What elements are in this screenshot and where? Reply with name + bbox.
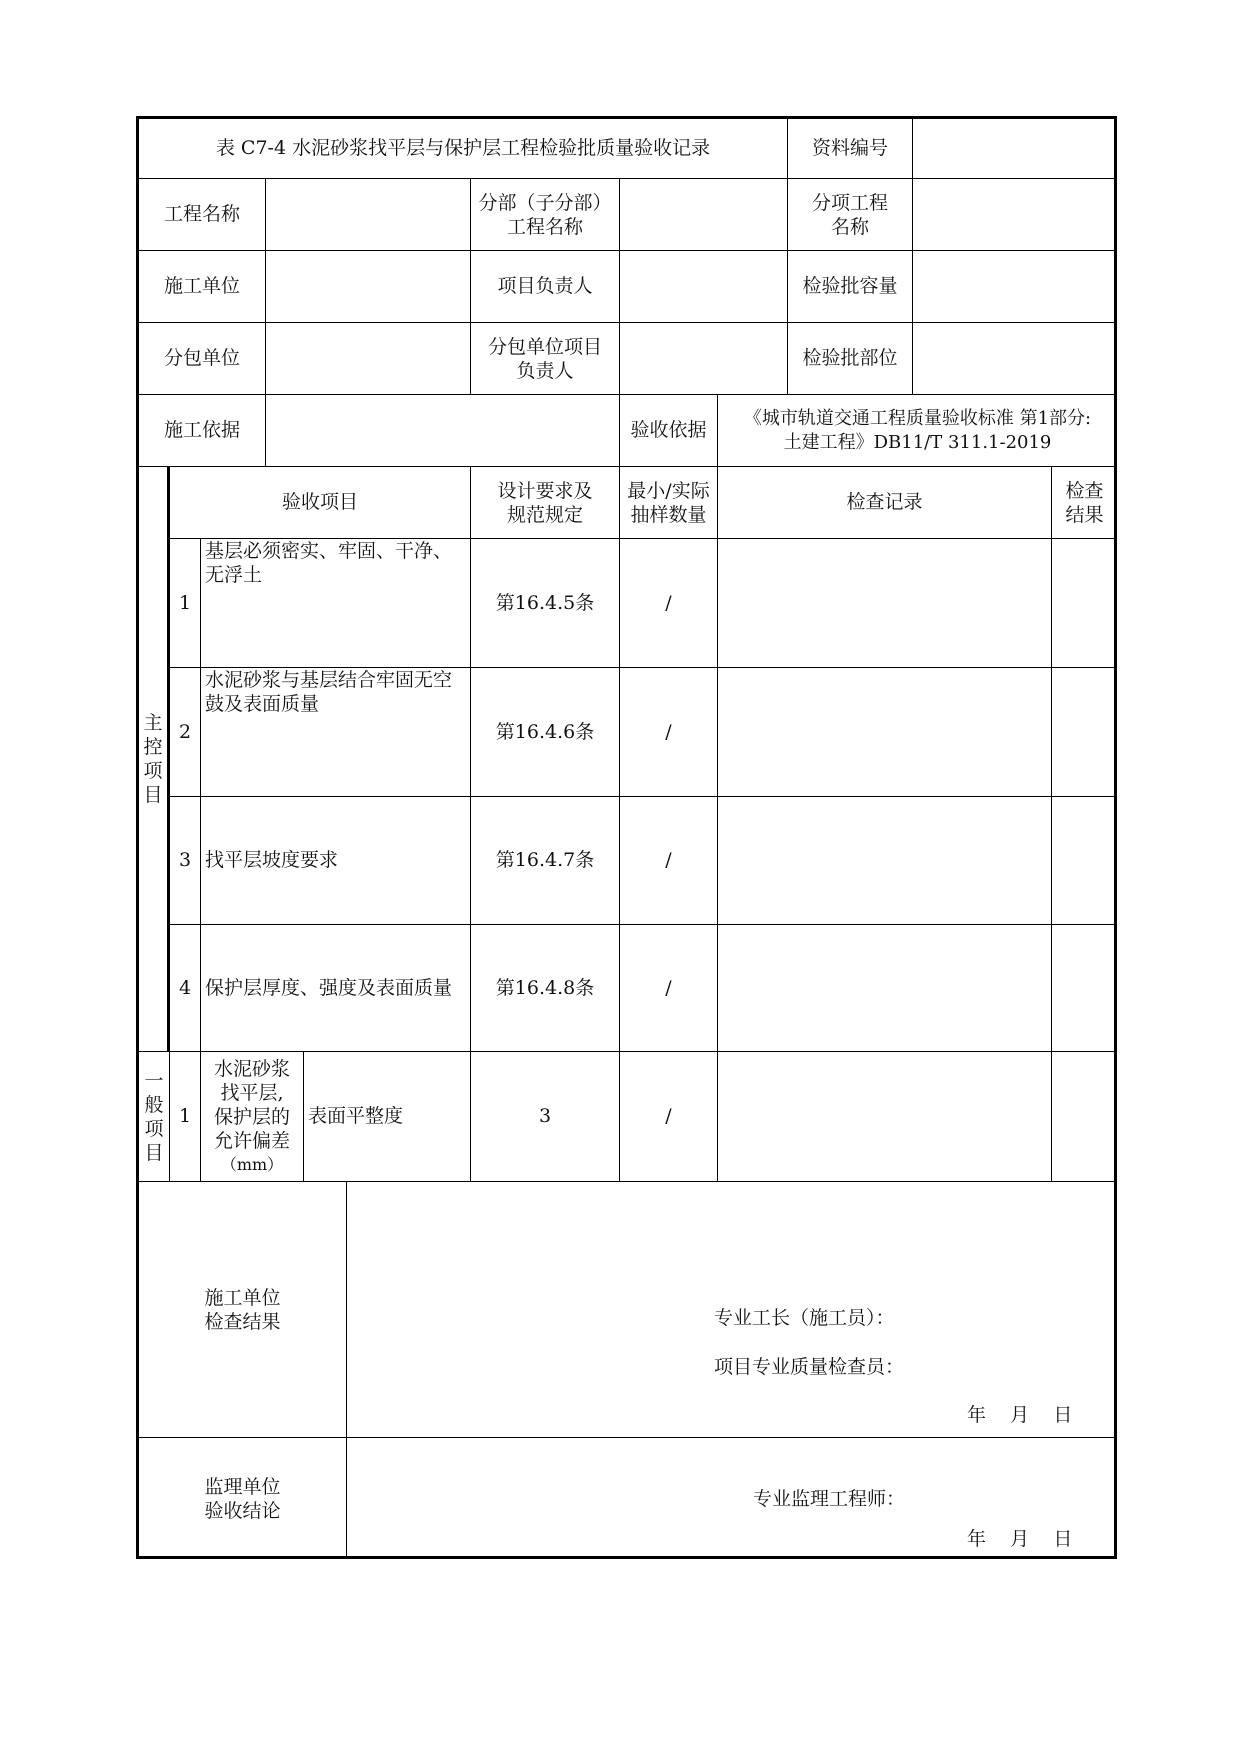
subdivision-label-line1: 分部（子分部） xyxy=(478,191,612,214)
form-title: 表 C7-4 水泥砂浆找平层与保护层工程检验批质量验收记录 xyxy=(139,119,788,179)
subitem-label-line1: 分项工程 xyxy=(811,191,888,214)
col-header-record: 检查记录 xyxy=(718,467,1052,539)
row-record-field[interactable] xyxy=(718,925,1052,1052)
general-category-line: （mm） xyxy=(220,1154,284,1174)
batch-capacity-field[interactable] xyxy=(913,251,1117,323)
general-spec: 3 xyxy=(471,1052,620,1182)
subitem-field[interactable] xyxy=(913,179,1117,251)
general-result-field[interactable] xyxy=(1052,1052,1117,1182)
doc-no-field[interactable] xyxy=(913,119,1117,179)
construction-basis-field[interactable] xyxy=(266,395,620,467)
general-record-field[interactable] xyxy=(718,1052,1052,1182)
col-header-sample-line2: 抽样数量 xyxy=(630,503,707,526)
row-result-field[interactable] xyxy=(1052,797,1117,925)
row-spec: 第16.4.6条 xyxy=(471,668,620,797)
supervisor-check-label xyxy=(139,1438,347,1559)
row-item xyxy=(201,668,471,797)
contractor-label: 施工单位 xyxy=(139,251,266,323)
row-sample: / xyxy=(620,925,718,1052)
general-item: 表面平整度 xyxy=(304,1052,471,1182)
batch-capacity-label: 检验批容量 xyxy=(788,251,913,323)
main-control-char: 项 xyxy=(143,760,163,782)
supervisor-date: 年 月 日 xyxy=(967,1528,1073,1550)
general-char: 一 xyxy=(144,1069,164,1092)
col-header-design-line2: 规范规定 xyxy=(506,503,583,526)
col-header-result-line1: 检查 xyxy=(1065,479,1104,502)
col-header-design xyxy=(471,467,620,539)
subitem-label xyxy=(788,179,913,251)
row-item: 找平层坡度要求 xyxy=(201,797,471,925)
general-category xyxy=(201,1052,304,1182)
row-item: 保护层厚度、强度及表面质量 xyxy=(201,925,471,1052)
supervisor-check-label-line1: 监理单位 xyxy=(204,1475,281,1498)
general-category-line: 找平层, xyxy=(220,1081,284,1104)
acceptance-basis-line2: 土建工程》DB11/T 311.1-2019 xyxy=(783,431,1052,453)
row-item-line1: 水泥砂浆与基层结合牢固无空 xyxy=(205,669,453,691)
contractor-check-label-line2: 检查结果 xyxy=(204,1310,281,1333)
acceptance-basis-value xyxy=(718,395,1117,467)
construction-basis-label: 施工依据 xyxy=(139,395,266,467)
row-item-line1: 基层必须密实、牢固、干净、 xyxy=(205,540,453,562)
general-category-line: 允许偏差 xyxy=(213,1129,290,1152)
col-header-item: 验收项目 xyxy=(170,467,471,539)
quality-inspector-signature-label: 项目专业质量检查员： xyxy=(714,1356,905,1378)
col-header-sample-line1: 最小/实际 xyxy=(627,479,710,502)
row-sample: / xyxy=(620,668,718,797)
row-item-line2: 鼓及表面质量 xyxy=(205,693,320,715)
row-record-field[interactable] xyxy=(718,539,1052,668)
main-control-char: 主 xyxy=(143,712,163,734)
row-sample: / xyxy=(620,797,718,925)
col-header-result-line2: 结果 xyxy=(1065,503,1104,526)
row-number: 1 xyxy=(170,539,201,668)
general-char: 般 xyxy=(144,1093,164,1116)
row-number: 4 xyxy=(170,925,201,1052)
batch-location-field[interactable] xyxy=(913,323,1117,395)
sub-manager-label-line2: 负责人 xyxy=(516,359,574,382)
general-char: 项 xyxy=(144,1117,164,1140)
general-row-number: 1 xyxy=(170,1052,201,1182)
row-spec: 第16.4.8条 xyxy=(471,925,620,1052)
row-spec: 第16.4.7条 xyxy=(471,797,620,925)
sub-manager-label-line1: 分包单位项目 xyxy=(487,335,602,358)
general-category-line: 保护层的 xyxy=(213,1105,290,1128)
row-number: 3 xyxy=(170,797,201,925)
acceptance-record-form xyxy=(136,116,1117,1559)
contractor-date: 年 月 日 xyxy=(967,1404,1073,1426)
main-control-char: 目 xyxy=(143,784,163,806)
main-control-char: 控 xyxy=(143,736,163,758)
supervisor-check-label-line2: 验收结论 xyxy=(204,1499,281,1522)
row-number: 2 xyxy=(170,668,201,797)
row-sample: / xyxy=(620,539,718,668)
batch-location-label: 检验批部位 xyxy=(788,323,913,395)
project-name-label: 工程名称 xyxy=(139,179,266,251)
subitem-label-line2: 名称 xyxy=(830,215,869,238)
col-header-design-line1: 设计要求及 xyxy=(497,479,593,502)
subdivision-label-line2: 工程名称 xyxy=(506,215,583,238)
main-control-group-label xyxy=(139,467,170,1052)
sub-manager-label xyxy=(471,323,620,395)
row-result-field[interactable] xyxy=(1052,925,1117,1052)
general-group-label xyxy=(139,1052,170,1182)
contractor-check-label xyxy=(139,1182,347,1438)
sub-manager-field[interactable] xyxy=(620,323,788,395)
row-result-field[interactable] xyxy=(1052,539,1117,668)
row-result-field[interactable] xyxy=(1052,668,1117,797)
project-manager-field[interactable] xyxy=(620,251,788,323)
general-sample: / xyxy=(620,1052,718,1182)
row-item-line2: 无浮土 xyxy=(205,564,263,586)
general-char: 目 xyxy=(144,1141,164,1164)
row-record-field[interactable] xyxy=(718,797,1052,925)
subdivision-label xyxy=(471,179,620,251)
contractor-field[interactable] xyxy=(266,251,471,323)
col-header-sample xyxy=(620,467,718,539)
contractor-check-label-line1: 施工单位 xyxy=(204,1286,281,1309)
row-spec: 第16.4.5条 xyxy=(471,539,620,668)
general-category-line: 水泥砂浆 xyxy=(213,1057,290,1080)
foreman-signature-label: 专业工长（施工员）： xyxy=(714,1307,895,1329)
acceptance-basis-label: 验收依据 xyxy=(620,395,718,467)
project-manager-label: 项目负责人 xyxy=(471,251,620,323)
subdivision-field[interactable] xyxy=(620,179,788,251)
subcontractor-field[interactable] xyxy=(266,323,471,395)
col-header-result xyxy=(1052,467,1117,539)
subcontractor-label: 分包单位 xyxy=(139,323,266,395)
row-item xyxy=(201,539,471,668)
doc-no-label: 资料编号 xyxy=(788,119,913,179)
row-record-field[interactable] xyxy=(718,668,1052,797)
supervisor-engineer-signature-label: 专业监理工程师： xyxy=(753,1488,906,1510)
acceptance-basis-line1: 《城市轨道交通工程质量验收标准 第1部分: xyxy=(743,407,1092,429)
project-name-field[interactable] xyxy=(266,179,471,251)
